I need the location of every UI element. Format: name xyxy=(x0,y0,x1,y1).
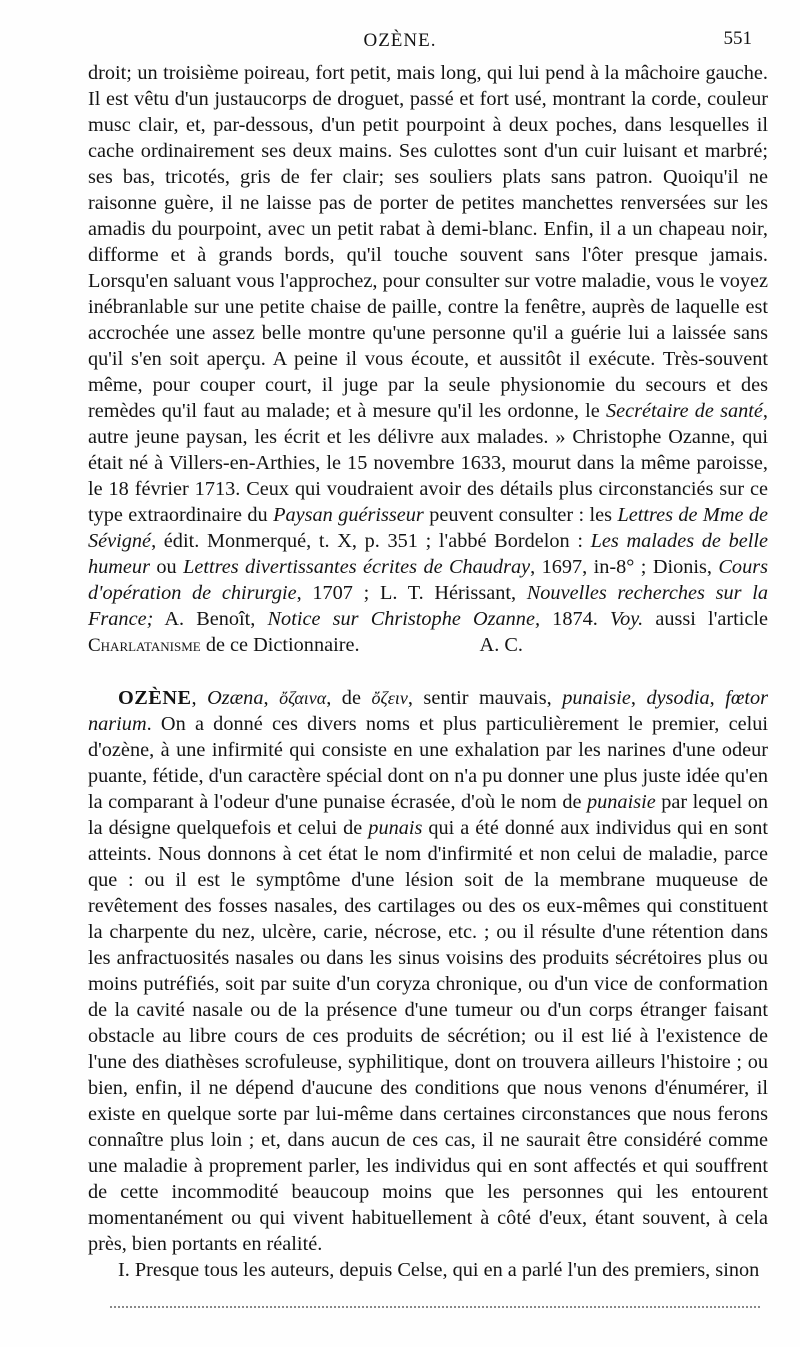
paragraph-continuation xyxy=(88,60,768,659)
italic-run: Notice sur Christophe Ozanne, xyxy=(267,608,541,630)
text-run: , autre jeune paysan, les écrit et les délivre aux malades. » Christophe Ozanne, qui était né à Villers-en-Arthies, le 15 novembre 1633, mourut dans la même paroisse, le 18 février 1713. Ceux qui voudraient avoir des détails plus circonstanciés sur ce type extraordinaire du xyxy=(88,400,768,526)
small-caps-run: Charlatanisme xyxy=(88,635,201,656)
text-run: ou xyxy=(149,556,184,578)
paragraph: I. Presque tous les auteurs, depuis Celse, qui en a parlé l'un des premiers, sinon xyxy=(118,1259,760,1281)
italic-run: Paysan guérisseur xyxy=(273,504,424,526)
page-number: 551 xyxy=(723,28,752,49)
text-run: , 1697, in-8° ; Dionis, xyxy=(530,556,719,578)
text-run: par lequel on la désigne quelquefois et celui de xyxy=(88,791,768,839)
text-run: , xyxy=(630,687,647,709)
text-run: 1874. xyxy=(540,608,610,630)
text-run: , xyxy=(191,687,208,709)
text-run: , 1707 ; L. T. Hérissant, xyxy=(296,582,527,604)
running-title: OZÈNE. xyxy=(363,30,437,51)
greek-run: ὄζειν xyxy=(371,688,408,708)
text-run: , xyxy=(263,687,280,709)
page-header xyxy=(0,28,800,54)
text-run: , sentir mauvais, xyxy=(407,687,563,709)
author-signature: A. C. xyxy=(479,634,523,656)
italic-run: Cours d'opération de chirurgie xyxy=(88,556,769,604)
greek-run: ὄζαινα xyxy=(279,688,327,708)
text-run: , de xyxy=(326,687,372,709)
text-run: . On a donné ces divers noms et plus particulièrement le premier, celui d'ozène, à une infirmité qui consiste en une exhalation par les narines d'une odeur puante, fétide, d'un caractère spécial dont on n'a pu donner une plus juste idée qu'en la comparant à l'odeur d'une punaise écrasée, d'où le nom de xyxy=(88,713,768,813)
italic-run: Secrétaire de santé xyxy=(606,400,763,422)
entry-headword: OZÈNE xyxy=(118,687,192,709)
italic-run: punaisie xyxy=(562,687,631,709)
italic-run: Lettres divertissantes écrites de Chaudray xyxy=(183,556,531,578)
text-run: A. Benoît, xyxy=(153,608,268,630)
dictionary-entry xyxy=(88,685,768,1257)
italic-run: Ozæna xyxy=(207,687,264,709)
text-run: aussi l'article xyxy=(643,608,769,630)
italic-run: punais xyxy=(368,817,423,839)
text-run: , édit. Monmerqué, t. X, p. 351 ; l'abbé Bordelon : xyxy=(151,530,591,552)
text-run: peuvent consulter : les xyxy=(423,504,618,526)
italic-run: dysodia xyxy=(646,687,710,709)
italic-run: Voy. xyxy=(609,608,644,630)
text-run: , xyxy=(709,687,726,709)
italic-run: Lettres de Mme de Sévigné xyxy=(88,504,768,552)
text-run: qui a été donné aux individus qui en sont atteints. Nous donnons à cet état le nom d'infirmité et non celui de maladie, parce que : ou il est le symptôme d'une lésion soit de la membrane muqueuse de revêtement des fosses nasales, des cartilages ou des os eux-mêmes qui constituent la charpente du nez, ulcère, carie, nécrose, etc. ; ou il résulte d'une rétention dans les anfractuosités nasales ou dans les sinus voisins des produits sécrétoires plus ou moins putréfiés, soit par suite d'un coryza chronique, ou d'un vice de conformation de la cavité nasale ou de la présence d'une tumeur ou d'un corps étranger faisant obstacle au libre cours de ces produits de sécrétion; ou il est lié à l'existence de l'une des diathèses scrofuleuse, syphilitique, dont on trouvera ailleurs l'histoire ; ou bien, enfin, il ne dépend d'aucune des conditions que nous venons d'énumérer, il existe en quelque sorte par lui-même dans certaines circonstances que nous ferons connaître plus loin ; et, dans aucun de ces cas, il ne saurait être considéré comme une maladie à proprement parler, les individus qui en sont affectés et qui souffrent de cette incommodité beaucoup moins que les personnes qui les entourent momentanément ou qui vivent habituellement à côté d'eux, étant souvent, à cela près, bien portants en réalité. xyxy=(88,817,768,1255)
italic-run: Nouvelles recherches sur la France; xyxy=(88,582,768,630)
body-text xyxy=(88,60,768,1283)
italic-run: fœtor narium xyxy=(88,687,769,735)
text-run: droit; un troisième poireau, fort petit, mais long, qui lui pend à la mâchoire gauche. Il est vêtu d'un justaucorps de droguet, passé et fort usé, montrant la corde, couleur musc clair, et, par-dessous, d'un petit pourpoint à deux poches, dans lesquelles il cache ordinairement ses deux mains. Ses culottes sont d'un cuir luisant et marbré; ses bas, tricotés, gris de fer clair; ses souliers plats sans patron. Quoiqu'il ne raisonne guère, il ne laisse pas de porter de petites manchettes renversées sur les amadis du pourpoint, avec un petit rabat à demi-blanc. Enfin, il a un chapeau noir, difforme et à grands bords, qu'il touche souvent sans l'ôter presque jamais. Lorsqu'en saluant vous l'approchez, pour consulter sur votre maladie, vous le voyez inébranlable sur une petite chaise de paille, contre la fenêtre, auprès de laquelle est accrochée une assez belle montre qu'une personne qu'il a guérie lui a laissée sans qu'il s'en soit aperçu. A peine il vous écoute, et aussitôt il exécute. Très-souvent même, pour couper court, il juge par la seule physionomie du secours et des remèdes qu'il faut au malade; et à mesure qu'il les ordonne, le xyxy=(88,62,768,422)
italic-run: Les malades de belle humeur xyxy=(88,530,768,578)
italic-run: punaisie xyxy=(587,791,656,813)
text-run: de ce Dictionnaire. xyxy=(200,634,360,656)
footer-dotted-rule xyxy=(110,1306,760,1308)
